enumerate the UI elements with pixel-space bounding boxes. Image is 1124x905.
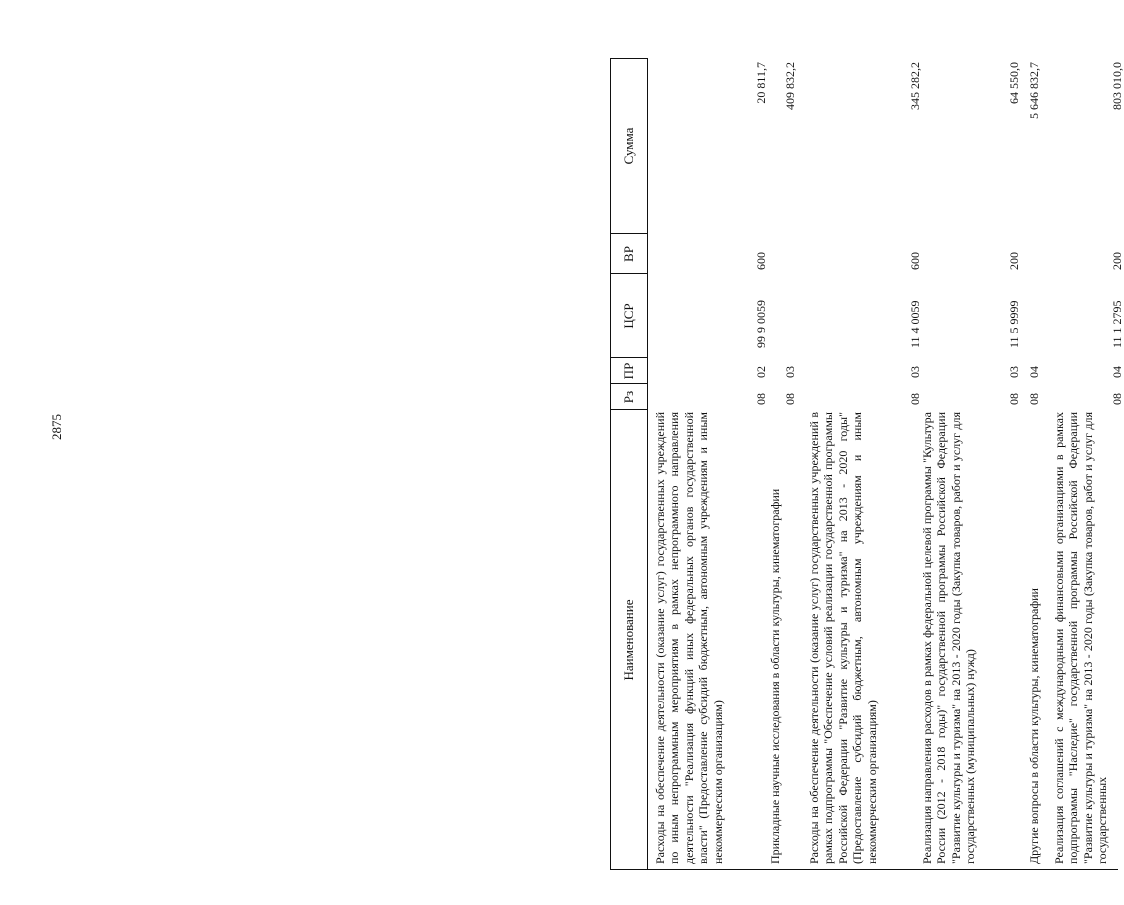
row-rz: 08 [1110,393,1124,405]
row-sum: 5 646 832,7 [1027,62,1041,119]
row-name: Расходы на обеспечение деятельности (оказание услуг) государственных учреждений в рамках подпрограммы "Обеспечение условий реализации государственной программы Российской Федерации "Развитие культуры и туризма" на 2013 - 2020 годы" (Предоставление субсидий бюджетным, автономным учреждениям и иным некоммерческим организациям) [807,412,879,864]
header-vr: ВР [621,246,636,262]
header-sum: Сумма [621,127,636,165]
row-name: Другие вопросы в области культуры, кинематографии [1027,588,1041,864]
row-pr: 04 [1027,366,1041,378]
budget-table-rotated [610,58,1124,870]
row-vr: 200 [1110,252,1124,270]
row-sum: 345 282,2 [908,62,922,110]
budget-table [610,58,1124,870]
row-csr: 11 1 2795 [1110,300,1124,348]
table-border-left [610,869,1118,870]
row-name: Реализация соглашений с международными финансовыми организациями в рамках подпрограммы "Наследие" государственной программы Российской Федерации "Развитие культуры и туризма" на 2013 - 2020 годы (Закупка товаров, работ и услуг для государственных [1052,412,1110,864]
row-sum: 803 010,0 [1110,62,1124,110]
row-csr: 99 9 0059 [754,300,768,348]
row-vr: 200 [1007,252,1021,270]
row-rz: 08 [783,393,797,405]
header-rz: Рз [621,390,636,404]
page-number: 2875 [49,414,64,440]
row-sum: 64 550,0 [1007,62,1021,104]
header-separator [647,58,648,870]
row-vr: 600 [754,252,768,270]
header-csr: ЦСР [621,303,636,329]
row-name: Реализация направления расходов в рамках федеральной целевой программы "Культура России (2012 - 2018 годы)" государственной программы Российской Федерации "Развитие культуры и туризма" на 2013 - 2020 годы (Закупка товаров, работ и услуг для государственных (муниципальных) нужд) [920,412,978,864]
row-pr: 04 [1110,366,1124,378]
row-pr: 03 [908,366,922,378]
row-pr: 03 [1007,366,1021,378]
row-sum: 20 811,7 [754,62,768,104]
row-vr: 600 [908,252,922,270]
header-name: Наименование [621,599,636,681]
row-csr: 11 5 9999 [1007,300,1021,348]
row-rz: 08 [1007,393,1021,405]
row-rz: 08 [1027,393,1041,405]
row-sum: 409 832,2 [783,62,797,110]
header-pr: ПР [621,362,636,380]
row-pr: 02 [754,366,768,378]
row-name: Прикладные научные исследования в области культуры, кинематографии [768,488,782,864]
row-rz: 08 [754,393,768,405]
row-csr: 11 4 0059 [908,300,922,348]
row-rz: 08 [908,393,922,405]
row-name: Расходы на обеспечение деятельности (оказание услуг) государственных учреждений по иным непрограммным мероприятиям в рамках непрограммного направления деятельности "Реализация функций иных федеральных органов государственной власти" (Предоставление субсидий бюджетным, автономным учреждениям и иным некоммерческим организациям) [653,412,725,864]
row-pr: 03 [783,366,797,378]
